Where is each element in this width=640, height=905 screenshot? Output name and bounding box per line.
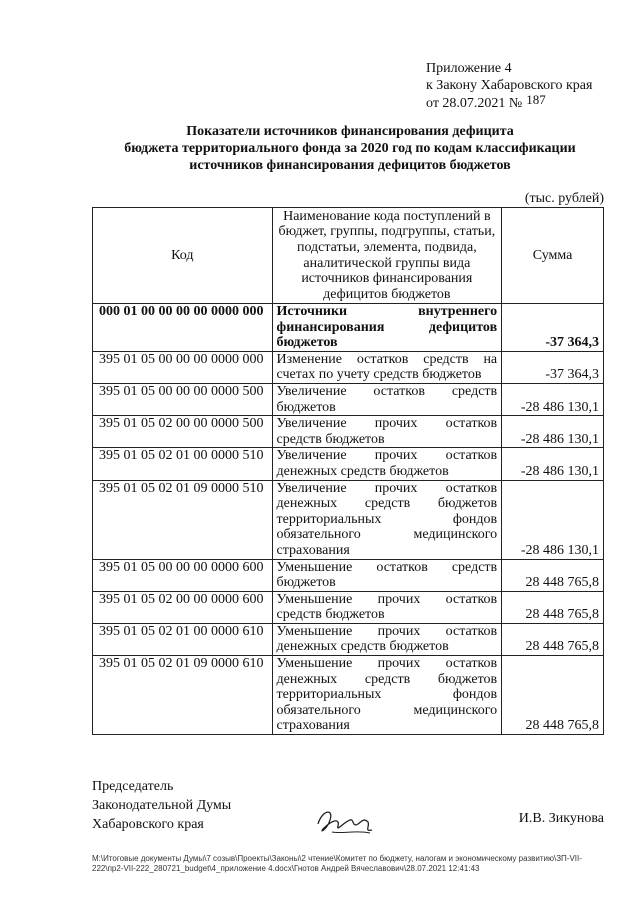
row-sum: 28 448 765,8	[502, 591, 604, 623]
table-row	[93, 591, 604, 623]
financing-table	[92, 207, 604, 735]
handwritten-signature	[312, 800, 382, 840]
row-name-text: Увеличение прочих остатков денежных средств бюджетов территориальных фондов обязательного медицинского	[276, 480, 498, 543]
table-row	[93, 656, 604, 735]
row-code: 395 01 05 00 00 00 0000 000	[93, 351, 273, 383]
title-line-3: источников финансирования дефицитов бюджетов	[189, 158, 511, 173]
header-code: Код	[93, 208, 273, 304]
row-code: 000 01 00 00 00 00 0000 000	[93, 304, 273, 352]
row-sum: 28 448 765,8	[502, 623, 604, 655]
row-code: 395 01 05 00 00 00 0000 600	[93, 559, 273, 591]
document-title	[90, 123, 610, 174]
row-name-text: Уменьшение прочих остатков	[276, 623, 498, 639]
row-name-text: Увеличение прочих остатков	[276, 448, 498, 464]
row-name	[272, 656, 502, 735]
table-row	[93, 623, 604, 655]
appendix-block	[426, 60, 592, 112]
appendix-date: от 28.07.2021 №	[426, 96, 523, 111]
row-name	[272, 448, 502, 480]
row-name-last-line: бюджетов	[276, 399, 336, 415]
row-sum: -28 486 130,1	[502, 448, 604, 480]
row-sum: 28 448 765,8	[502, 656, 604, 735]
appendix-line-1: Приложение 4	[426, 61, 512, 76]
appendix-number: 187	[526, 92, 546, 107]
chair-line-2: Законодательной Думы	[92, 798, 232, 813]
title-line-2: бюджета территориального фонда за 2020 год по кодам классификации	[124, 141, 576, 156]
row-name	[272, 591, 502, 623]
signer-name: И.В. Зикунова	[518, 811, 604, 826]
row-sum: -37 364,3	[502, 351, 604, 383]
row-name-text: Увеличение прочих остатков	[276, 416, 498, 432]
row-name	[272, 623, 502, 655]
header-sum: Сумма	[502, 208, 604, 304]
row-name-text: Источники внутреннего финансирования дефицитов	[276, 304, 498, 335]
row-name	[272, 559, 502, 591]
row-name-last-line: бюджетов	[276, 335, 338, 351]
row-name	[272, 304, 502, 352]
row-name-last-line: счетах по учету средств бюджетов	[276, 367, 482, 383]
table-row	[93, 480, 604, 559]
appendix-line-2: к Закону Хабаровского края	[426, 78, 593, 93]
row-name-last-line: страхования	[276, 542, 350, 558]
row-code: 395 01 05 02 01 00 0000 610	[93, 623, 273, 655]
row-name-last-line: страхования	[276, 718, 350, 734]
row-code: 395 01 05 02 01 00 0000 510	[93, 448, 273, 480]
chair-block	[92, 777, 231, 834]
row-name-text: Увеличение остатков средств	[276, 383, 498, 399]
row-sum: -37 364,3	[502, 304, 604, 352]
row-name-text: Уменьшение остатков средств	[276, 559, 498, 575]
appendix-line-3	[426, 94, 592, 112]
row-name	[272, 383, 502, 415]
table-row	[93, 416, 604, 448]
chair-line-3: Хабаровского края	[92, 817, 204, 832]
row-name	[272, 351, 502, 383]
row-sum: 28 448 765,8	[502, 559, 604, 591]
row-name-last-line: денежных средств бюджетов	[276, 463, 449, 479]
row-sum: -28 486 130,1	[502, 383, 604, 415]
row-code: 395 01 05 00 00 00 0000 500	[93, 383, 273, 415]
chair-line-1: Председатель	[92, 779, 174, 794]
title-line-1: Показатели источников финансирования дефицита	[186, 124, 514, 139]
header-name: Наименование кода поступлений в бюджет, группы, подгруппы, статьи, подстатьи, элемента, подвида, аналитической группы вида источников финансирования дефицитов бюджетов	[272, 208, 502, 304]
row-name	[272, 480, 502, 559]
table-row	[93, 304, 604, 352]
row-name-last-line: средств бюджетов	[276, 607, 385, 623]
row-code: 395 01 05 02 01 09 0000 610	[93, 656, 273, 735]
row-name-last-line: бюджетов	[276, 575, 336, 591]
table-row	[93, 448, 604, 480]
row-code: 395 01 05 02 01 09 0000 510	[93, 480, 273, 559]
table-row	[93, 559, 604, 591]
row-name-text: Уменьшение прочих остатков денежных средств бюджетов территориальных фондов обязательного медицинского	[276, 656, 498, 718]
row-sum: -28 486 130,1	[502, 416, 604, 448]
file-path-footer: M:\Итоговые документы Думы\7 созыв\Проекты\Законы\2 чтение\Комитет по бюджету, налогам и экономическому развитию\ЗП-VII-222\пр2-VII-222_280721_budget\4_приложение 4.docx\Гнотов Андрей Вячеславович\28.07.2021 12:41:43	[92, 854, 582, 873]
table-row	[93, 383, 604, 415]
row-name-text: Уменьшение прочих остатков	[276, 591, 498, 607]
units-label: (тыс. рублей)	[524, 191, 604, 206]
row-name	[272, 416, 502, 448]
row-name-last-line: средств бюджетов	[276, 431, 385, 447]
row-name-text: Изменение остатков средств на	[276, 351, 498, 367]
row-code: 395 01 05 02 00 00 0000 600	[93, 591, 273, 623]
row-sum: -28 486 130,1	[502, 480, 604, 559]
table-header-row	[93, 208, 604, 304]
row-code: 395 01 05 02 00 00 0000 500	[93, 416, 273, 448]
table-row	[93, 351, 604, 383]
row-name-last-line: денежных средств бюджетов	[276, 639, 449, 655]
